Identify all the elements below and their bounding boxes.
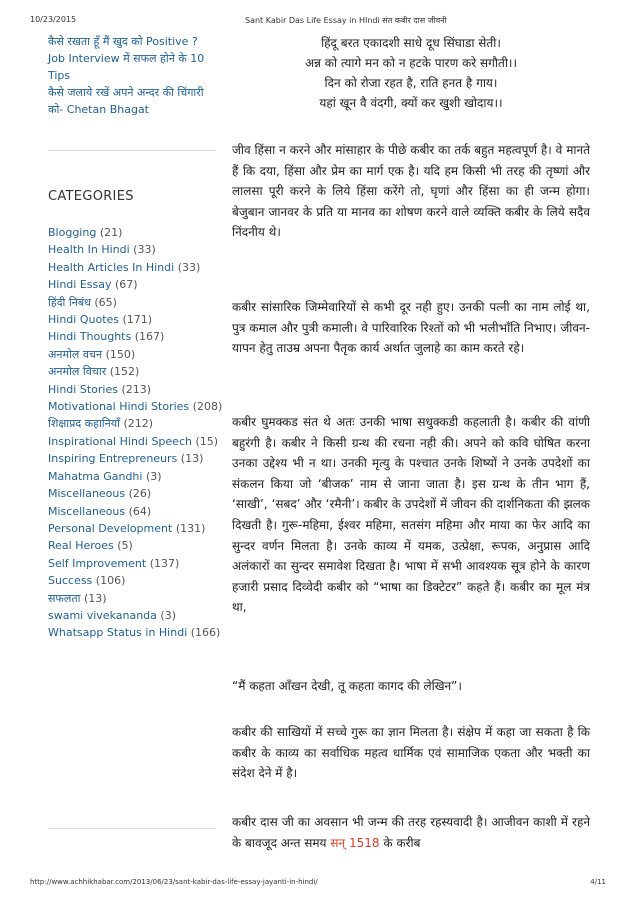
category-item	[48, 537, 223, 554]
category-item	[48, 346, 223, 363]
categories-heading: CATEGORIES	[48, 189, 134, 204]
category-link[interactable]: Inspirational Hindi Speech	[48, 434, 192, 448]
category-count: (166)	[190, 626, 221, 640]
verse-line: दिन को रोजा रहत है, राति हनत है गाय।	[324, 76, 498, 90]
article-paragraph-1: जीव हिंसा न करने और मांसाहार के पीछे कबीर का तर्क बहुत महत्वपूर्ण है। वे मानते हैं कि दया, हिंसा और प्रेम का मार्ग एक है। यदि हम किसी भी तरह की तृष्णां और लालसा पूरी करने के लिये हिंसा करेंगे तो, घृणां और हिंसा का ही जन्म होगा। बेजुबान जानवर के प्रति या मानव का शोषण करने वाले व्यक्ति कबीर के लिये सदैव निंदनीय थे।	[232, 143, 590, 240]
category-item	[48, 328, 223, 345]
paragraph-5-start: कबीर दास जी का अवसान भी जन्म की तरह रहस्यवादी है। आजीवन काशी में रहने के बावजूद अन्त समय	[232, 815, 590, 850]
category-count: (131)	[175, 521, 206, 535]
category-count: (137)	[149, 556, 180, 570]
category-count: (13)	[180, 452, 204, 466]
category-count: (65)	[94, 295, 117, 309]
article-verse	[232, 33, 590, 113]
category-item	[48, 241, 223, 258]
category-item	[48, 224, 223, 241]
category-count: (3)	[160, 608, 176, 622]
print-page-number: 4/11	[590, 878, 606, 886]
year-link[interactable]: सन् 1518	[330, 835, 380, 850]
category-item	[48, 259, 223, 276]
paragraph-5-end: के करीब	[383, 835, 421, 850]
category-item	[48, 624, 223, 641]
category-item	[48, 311, 223, 328]
category-link[interactable]: Real Heroes	[48, 539, 114, 553]
category-count: (106)	[95, 574, 126, 588]
category-link[interactable]: हिंदी निबंध	[48, 295, 91, 309]
category-link[interactable]: Blogging	[48, 226, 97, 239]
category-item	[48, 572, 223, 589]
article-paragraph-2: कबीर सांसारिक जिम्मेवारियों से कभी दूर नही हुए। उनकी पत्नी का नाम लोई था, पुत्र कमाल और पुत्री कमाली। वे पारिवारिक रिश्तों को भी भलीभाँति निभाए। जीवन-यापन हेतु ताउम्र अपना पैतृक कार्य अर्थात जुलाहे का काम करते रहे।	[232, 300, 590, 356]
category-count: (64)	[128, 504, 152, 518]
category-link[interactable]: Hindi Stories	[48, 382, 118, 396]
category-item	[48, 520, 223, 537]
category-link[interactable]: Miscellaneous	[48, 504, 126, 518]
category-item	[48, 398, 223, 415]
category-count: (67)	[115, 278, 138, 292]
category-item	[48, 450, 223, 467]
category-count: (150)	[105, 347, 136, 361]
category-count: (13)	[84, 591, 107, 605]
category-link[interactable]: सफलता	[48, 591, 81, 605]
category-count: (15)	[195, 434, 219, 448]
category-item	[48, 433, 223, 450]
category-link[interactable]: Health Articles In Hindi	[48, 260, 175, 274]
category-link[interactable]: शिक्षाप्रद कहानियाँ	[48, 417, 120, 431]
category-link[interactable]: Miscellaneous	[48, 487, 126, 501]
category-count: (33)	[177, 260, 201, 274]
sidebar-link-positive[interactable]: कैसे रखता हूँ मैं खुद को Positive ?	[48, 35, 198, 48]
category-item	[48, 294, 223, 311]
category-count: (26)	[128, 487, 152, 501]
article-quote: “मैं कहता आँखन देखी, तू कहता कागद की लेखिन”।	[232, 679, 462, 693]
category-count: (152)	[109, 365, 140, 379]
category-link[interactable]: Success	[48, 574, 93, 588]
print-footer-url: http://www.achhikhabar.com/2013/06/23/sant-kabir-das-life-essay-jayanti-in-hindi/	[30, 878, 318, 886]
category-count: (3)	[145, 469, 162, 483]
category-count: (5)	[117, 539, 133, 553]
sidebar-link-chetan-bhagat[interactable]: कैसे जलाये रखें अपने अन्दर की चिंगारी को- Chetan Bhagat	[48, 86, 204, 116]
category-link[interactable]: Personal Development	[48, 521, 173, 535]
sidebar-divider-top	[48, 150, 216, 151]
category-item	[48, 276, 223, 293]
category-count: (213)	[121, 382, 152, 396]
category-count: (171)	[122, 313, 153, 327]
category-link[interactable]: Motivational Hindi Stories	[48, 400, 190, 414]
category-item	[48, 485, 223, 502]
category-item	[48, 555, 223, 572]
category-link[interactable]: अनमोल विचार	[48, 365, 107, 379]
verse-line: अन्न को त्यागे मन को न हटके पारण करे सगौती।।	[304, 56, 518, 70]
category-link[interactable]: Hindi Quotes	[48, 313, 120, 327]
category-link[interactable]: Health In Hindi	[48, 243, 130, 257]
sidebar-divider-bottom	[48, 828, 216, 829]
article-paragraph-3: कबीर घुमक्कड संत थे अतः उनकी भाषा सधुक्कडी कहलाती है। कबीर की वांणी बहुरंगी है। कबीर ने किसी ग्रन्थ की रचना नही की। अपने को कवि घोषित करना उनका उद्देश्य भी न था। उनकी मृत्यु के पश्चात उनके शिष्यों ने उनके उपदेशों का संकलन किया जो ‘बीजक’ नाम से जाना जाता है। इस ग्रन्थ के तीन भाग हैं, ‘साखी’, ‘सबद’ और ‘रमैनी’। कबीर के उपदेशों में जीवन की दार्शनिकता की झलक दिखती है। गुरू-महिमा, ईश्वर महिमा, सतसंग महिमा और माया का फेर आदि का सुन्दर वर्णन मिलता है। उनके काव्य में यमक, उत्प्रेक्षा, रूपक, अनुप्रास आदि अलंकारों का सुन्दर समावेश दिखता है। भाषा में सभी आवश्यक सूत्र होने के कारण हजारी प्रसाद दिव्वेदी कबीर को “भाषा का डिक्टेटर” कहते हैं। कबीर का मूल मंत्र था,	[232, 415, 590, 615]
category-count: (212)	[123, 417, 154, 431]
category-count: (33)	[133, 243, 156, 257]
category-item	[48, 363, 223, 380]
print-date: 10/23/2015	[30, 15, 77, 24]
category-item	[48, 381, 223, 398]
category-item	[48, 503, 223, 520]
article-paragraph-5	[232, 812, 590, 853]
category-count: (167)	[134, 330, 165, 344]
print-page-title: Sant Kabir Das Life Essay in HIndi संत कबीर दास जीवनी	[245, 16, 447, 25]
categories-list	[48, 224, 223, 642]
article-paragraph-4: कबीर की साखियों में सच्चे गुरू का ज्ञान मिलता है। संक्षेप में कहा जा सकता है कि कबीर के काव्य का सर्वाधिक महत्व धार्मिक एवं सामाजिक एकता और भक्ती का संदेश देने में है।	[232, 725, 590, 781]
sidebar	[48, 33, 216, 118]
verse-line: हिंदू बरत एकादशी साधे दूध सिंघाडा सेती।	[321, 36, 501, 50]
category-item	[48, 415, 223, 432]
category-link[interactable]: Hindi Essay	[48, 278, 112, 292]
category-link[interactable]: Mahatma Gandhi	[48, 469, 143, 483]
category-item	[48, 468, 223, 485]
category-link[interactable]: Hindi Thoughts	[48, 330, 132, 344]
category-link[interactable]: Whatsapp Status in Hindi	[48, 626, 188, 640]
category-link[interactable]: Inspiring Entrepreneurs	[48, 452, 178, 466]
category-count: (21)	[99, 226, 123, 239]
category-link[interactable]: swami vivekananda	[48, 608, 157, 622]
category-link[interactable]: Self Improvement	[48, 556, 147, 570]
category-item	[48, 590, 223, 607]
verse-line: यहां खून वै वंदगी, क्यों कर खुशी खोदाय।।	[319, 96, 503, 110]
category-count: (208)	[192, 400, 223, 414]
category-item	[48, 607, 223, 624]
category-link[interactable]: अनमोल वचन	[48, 347, 103, 361]
sidebar-link-job-interview[interactable]: Job Interview में सफल होने के 10 Tips	[48, 52, 205, 82]
